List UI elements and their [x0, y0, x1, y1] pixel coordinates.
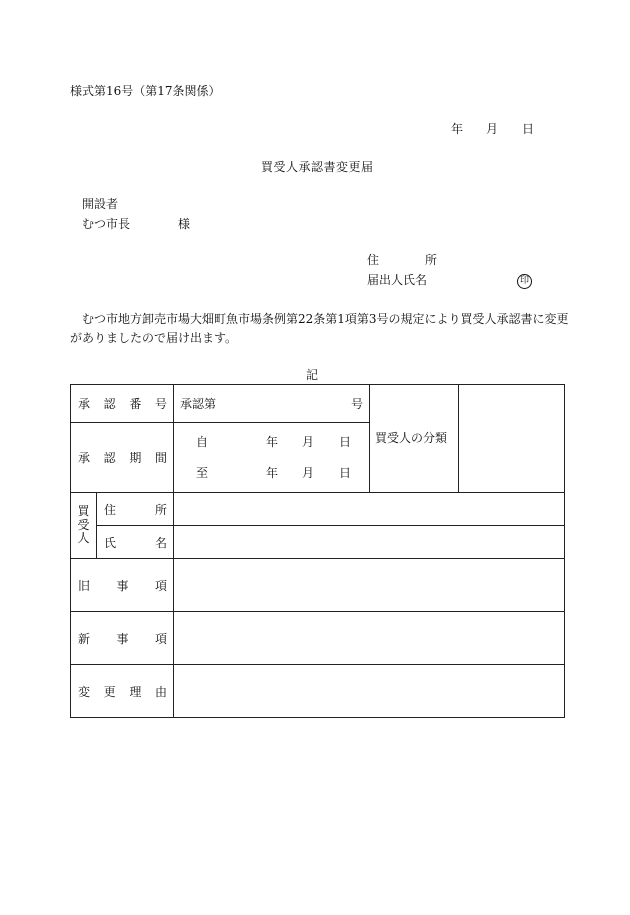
buyer-address-label: 住 所 [104, 502, 167, 517]
addressee-line2: むつ市長 [82, 217, 131, 231]
body-text-line1: むつ市地方卸売市場大畑町魚市場条例第22条第1項第3号の規定により買受人承認書に変更 [82, 312, 569, 326]
row-buyer-address [71, 493, 565, 526]
period-from-month: 月 [302, 435, 315, 449]
row-new-items [71, 612, 565, 665]
row-buyer-name [71, 526, 565, 559]
date-day: 日 [522, 122, 535, 136]
buyer-group-label-cell [71, 493, 97, 559]
old-items-label: 旧 事 項 [78, 578, 167, 593]
date-month: 月 [486, 122, 499, 136]
approval-number-label-cell [71, 385, 174, 423]
applicant-address-label-2: 所 [425, 253, 438, 267]
body-text-line2: がありましたので届け出ます。 [70, 331, 238, 345]
buyer-address-field[interactable] [174, 493, 565, 526]
buyer-category-field[interactable] [459, 385, 565, 493]
seal-text: 印 [517, 274, 532, 289]
buyer-category-label: 買受人の分類 [375, 431, 448, 445]
buyer-name-field[interactable] [174, 526, 565, 559]
row-approval-number [71, 385, 565, 423]
row-reason [71, 665, 565, 718]
approval-period-field[interactable] [174, 423, 370, 493]
approval-number-prefix: 承認第 [180, 397, 217, 411]
reason-field[interactable] [174, 665, 565, 718]
approval-number-label: 承 認 番 号 [78, 397, 167, 411]
period-to-year: 年 [266, 466, 279, 480]
applicant-name-label: 届出人氏名 [367, 273, 428, 287]
document-title: 買受人承認書変更届 [261, 160, 374, 174]
applicant-address-label-1: 住 [367, 253, 380, 267]
seal-mark [517, 273, 532, 289]
old-items-label-cell [71, 559, 174, 612]
form-number: 様式第16号（第17条関係） [70, 84, 221, 98]
old-items-field[interactable] [174, 559, 565, 612]
reason-label: 変 更 理 由 [78, 684, 167, 699]
buyer-category-label-cell [370, 385, 459, 493]
buyer-group-label: 買 受 人 [77, 503, 90, 546]
approval-number-field[interactable] [174, 385, 370, 423]
approval-number-suffix: 号 [350, 397, 363, 411]
buyer-name-label-cell [97, 526, 174, 559]
reason-label-cell [71, 665, 174, 718]
addressee-honorific: 様 [178, 217, 191, 231]
new-items-label: 新 事 項 [78, 631, 167, 646]
period-to-day: 日 [339, 466, 352, 480]
period-to-month: 月 [302, 466, 315, 480]
form-table [70, 384, 565, 718]
period-from-label: 自 [196, 435, 209, 449]
new-items-field[interactable] [174, 612, 565, 665]
date-year: 年 [451, 122, 464, 136]
period-from-year: 年 [266, 435, 279, 449]
addressee-line1: 開設者 [82, 197, 119, 211]
period-to-label: 至 [196, 466, 209, 480]
period-from-day: 日 [339, 435, 352, 449]
new-items-label-cell [71, 612, 174, 665]
ki-heading: 記 [306, 368, 319, 382]
buyer-address-label-cell [97, 493, 174, 526]
approval-period-label-cell [71, 423, 174, 493]
approval-period-label: 承 認 期 間 [78, 451, 167, 465]
buyer-name-label: 氏 名 [104, 535, 167, 550]
row-old-items [71, 559, 565, 612]
